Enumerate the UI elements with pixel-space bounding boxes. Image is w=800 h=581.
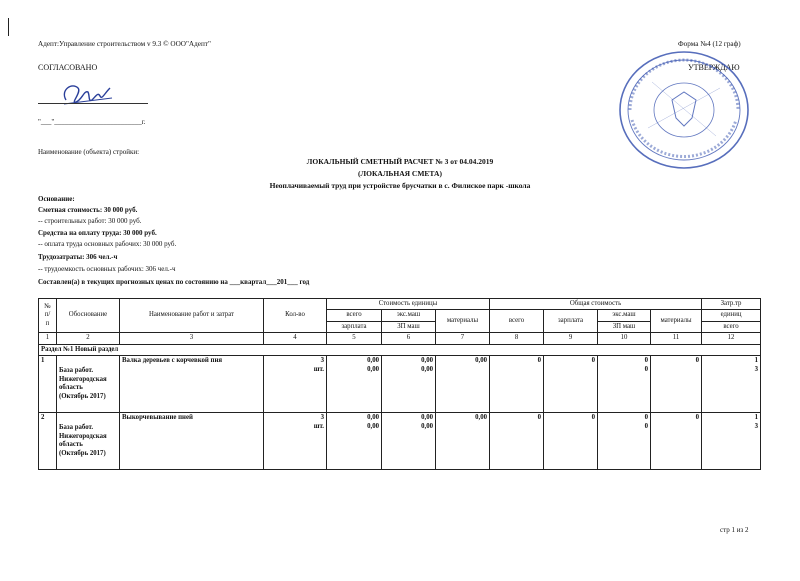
- estimate-table: [38, 298, 761, 470]
- estimate-subtitle: (ЛОКАЛЬНАЯ СМЕТА): [358, 169, 442, 178]
- col-qty-header: Кол-во: [264, 299, 327, 333]
- margin-mark: [8, 18, 9, 36]
- labor-intensity: -- трудоемкость основных рабочих: 306 чел.-ч: [38, 265, 176, 273]
- labor-unit-header: единиц: [702, 310, 761, 321]
- column-numbers-row: 1 2 3 4 5 6 7 8 9 10 11 12: [39, 333, 761, 344]
- row-basis: База работ. Нижегородская область (Октябрь 2017): [57, 413, 120, 470]
- labor-all-header: всего: [702, 321, 761, 332]
- compiled-note: Составлен(а) в текущих прогнозных ценах по состоянию на ___квартал___201___ год: [38, 278, 310, 286]
- total-all-header: всего: [490, 310, 544, 333]
- row-qty: 3 шт.: [264, 356, 327, 413]
- row-qty: 3 шт.: [264, 413, 327, 470]
- total-mach-header: экс.маш: [598, 310, 651, 321]
- unit-wage-header: зарплата: [327, 321, 382, 332]
- estimate-title: ЛОКАЛЬНЫЙ СМЕТНЫЙ РАСЧЕТ № 3 от 04.04.2019: [306, 157, 494, 166]
- total-materials-header: материалы: [651, 310, 702, 333]
- table-row: 2 База работ. Нижегородская область (Октябрь 2017) Выкорчевывание пней 3 шт. 0,00 0,00 0,00 0,00 0,00 0 0 0 0 0 1 3: [39, 413, 761, 470]
- date-line: "___"_________________________г.: [38, 118, 146, 126]
- work-description: Неоплачиваемый труд при устройстве брусчатки в с. Филиское парк -школа: [269, 181, 531, 190]
- page-counter: стр 1 из 2: [720, 526, 749, 534]
- signature: [58, 78, 118, 110]
- basis-label: Основание:: [38, 195, 75, 203]
- program-caption: Адепт:Управление строительством v 9.3 © ООО"Адепт": [38, 40, 211, 48]
- approved-label: УТВЕРЖДАЮ: [688, 63, 740, 72]
- unit-cost-header: Стоимость единицы: [327, 299, 490, 310]
- signature-line: [38, 103, 148, 104]
- agreed-label: СОГЛАСОВАНО: [38, 63, 98, 72]
- total-wage-header: зарплата: [544, 310, 598, 333]
- section-title: Раздел №1 Новый раздел: [39, 344, 761, 355]
- row-basis: База работ. Нижегородская область (Октябрь 2017): [57, 356, 120, 413]
- labor-header: Затр.тр: [702, 299, 761, 310]
- col-number-header: № п/ п: [39, 299, 57, 333]
- estimated-cost: Сметная стоимость: 30 000 руб.: [38, 206, 138, 214]
- wages-fund: Средства на оплату труда: 30 000 руб.: [38, 229, 157, 237]
- unit-mach-header: экс.маш: [382, 310, 436, 321]
- object-label: Наименование (объекта) стройки:: [38, 148, 140, 156]
- table-row: 1 База работ. Нижегородская область (Октябрь 2017) Валка деревьев с корчевкой пня 3 шт. 0,00 0,00 0,00 0,00 0,00 0 0 0 0 0 1 3: [39, 356, 761, 413]
- labor-costs: Трудозатраты: 306 чел.-ч: [38, 253, 118, 261]
- form-caption: Форма №4 (12 граф): [678, 40, 741, 48]
- row-name: Выкорчевывание пней: [120, 413, 264, 470]
- unit-materials-header: материалы: [436, 310, 490, 333]
- main-workers-wages: -- оплата труда основных рабочих: 30 000 руб.: [38, 240, 177, 248]
- row-name: Валка деревьев с корчевкой пня: [120, 356, 264, 413]
- total-zp-mach-header: ЗП маш: [598, 321, 651, 332]
- col-name-header: Наименование работ и затрат: [120, 299, 264, 333]
- total-cost-header: Общая стоимость: [490, 299, 702, 310]
- unit-zp-mach-header: ЗП маш: [382, 321, 436, 332]
- unit-all-header: всего: [327, 310, 382, 321]
- construction-cost: -- строительных работ: 30 000 руб.: [38, 217, 142, 225]
- col-basis-header: Обоснование: [57, 299, 120, 333]
